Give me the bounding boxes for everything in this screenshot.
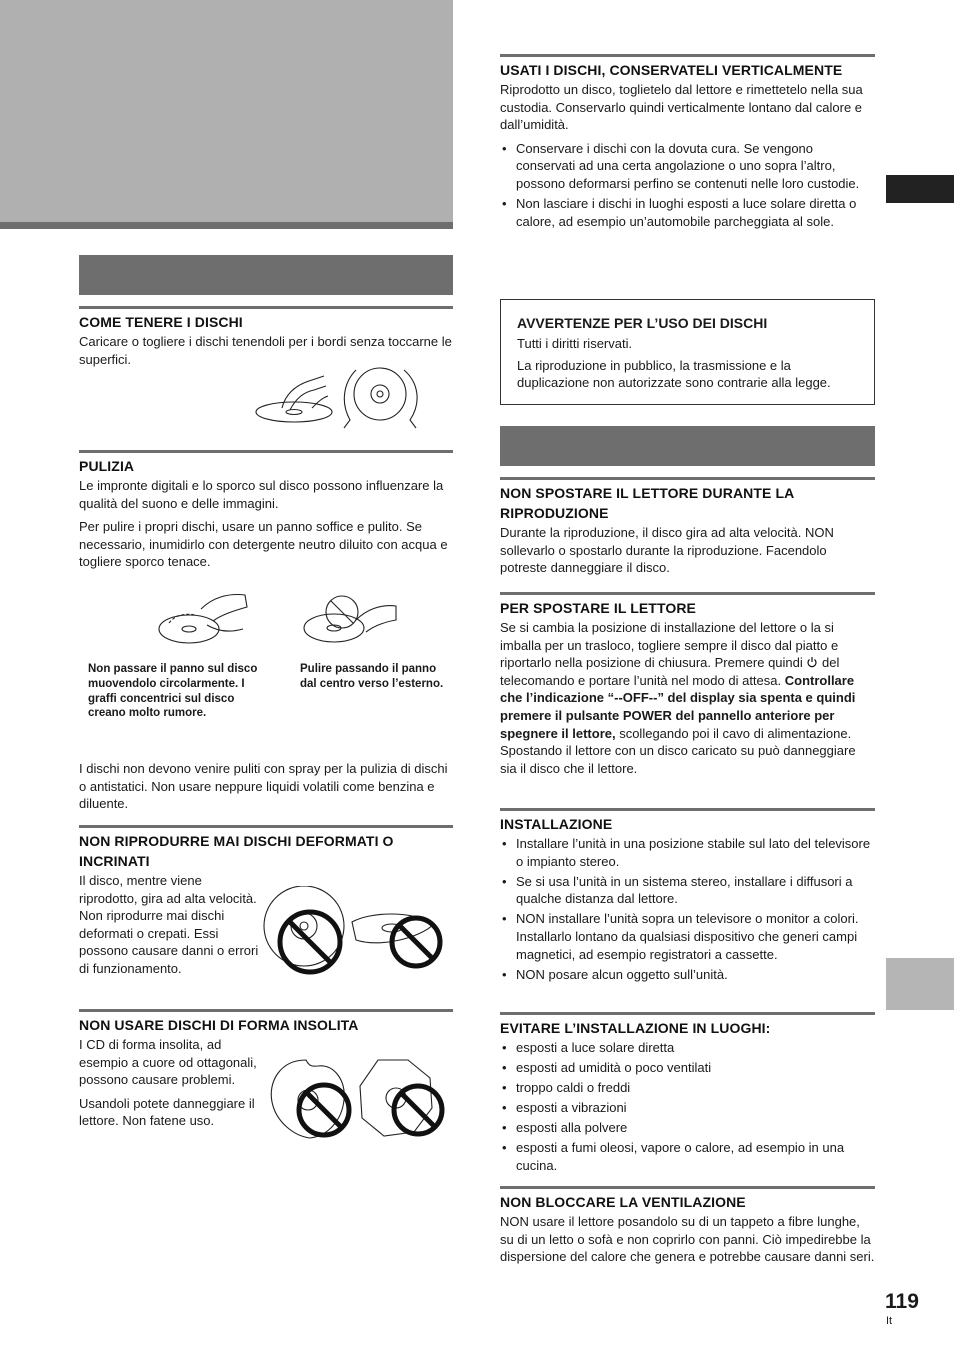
notice-text: Tutti i diritti riservati. (517, 336, 633, 351)
header-gray-block (0, 0, 453, 222)
section-handling (79, 306, 453, 368)
list-item: • NON installare l’unità sopra un televisore o monitor a colori. Installarlo lontano da qualsiasi dispositivo che generi campi magnetici, ad esempio registratori a cassette. (500, 910, 875, 963)
caption-wrong-cleaning: Non passare il panno sul disco muovendolo circolarmente. I graffi concentrici sul disco creano molto rumore. (88, 663, 258, 720)
caption-correct-cleaning: Pulire passando il panno dal centro verso l’esterno. (300, 663, 444, 690)
notice-box (500, 299, 875, 405)
section-title: NON BLOCCARE LA VENTILAZIONE (500, 1194, 746, 1210)
list-item: • esposti alla polvere (500, 1119, 875, 1137)
header-gray-rule (0, 222, 453, 229)
section-title: INSTALLAZIONE (500, 816, 613, 832)
holding-disc-illustration (252, 362, 438, 430)
section-text: NON usare il lettore posandolo su di un tappeto a fibre lunghe, su di un letto o sofà e non coprirlo con panni. Ciò impedirebbe la dispersione del calore che genera e potrebbe causare danni seri. (500, 1214, 875, 1265)
text-bold: Controllare che l’indicazione “--OFF--” del display sia spenta e quindi premere il pulsante POWER del pannello anteriore per spegnere il lettore, (500, 672, 856, 741)
section-title: NON RIPRODURRE MAI DISCHI DEFORMATI O INCRINATI (79, 833, 394, 869)
section-moving-player (500, 592, 875, 777)
power-icon (806, 656, 818, 668)
text-part: Se si cambia la posizione di installazione del lettore o la si imballa per un trasloco, togliere sempre il disco dal piatto e riportarlo nella posizione di chiusura. Premere quindi (500, 620, 839, 671)
section-title: PER SPOSTARE IL LETTORE (500, 600, 696, 616)
list-item: • Conservare i dischi con la dovuta cura. Se vengono conservati ad una certa angolazione o uno sopra l’altro, possono deformarsi perfino se contenuti nelle loro custodie. (500, 140, 875, 193)
section-store-vertical (500, 54, 875, 233)
section-text: Il disco, mentre viene riprodotto, gira ad alta velocità. Non riprodurre mai dischi deformati o crepati. Essi possono causare danni o errori di funzionamento. (79, 873, 259, 976)
section-text: Riprodotto un disco, toglietelo dal lettore e rimettetelo nella sua custodia. Conservarlo quindi verticalmente lontano dal calore e dall’umidità. (500, 82, 863, 133)
section-title: COME TENERE I DISCHI (79, 314, 243, 330)
section-title: NON SPOSTARE IL LETTORE DURANTE LA RIPRODUZIONE (500, 485, 794, 521)
page-language: It (886, 1315, 893, 1327)
notice-text: La riproduzione in pubblico, la trasmissione e la duplicazione non autorizzate sono contrarie alla legge. (517, 357, 831, 391)
odd-shape-disc-illustration (266, 1056, 448, 1142)
page-number: 119 (885, 1290, 919, 1313)
bullet-list (500, 140, 875, 230)
list-item: • Installare l’unità in una posizione stabile sul lato del televisore o impianto stereo. (500, 835, 875, 870)
section-title: NON USARE DISCHI DI FORMA INSOLITA (79, 1017, 359, 1033)
section-text (500, 619, 875, 777)
text-part: scollegando poi il cavo di alimentazione. Spostando il lettore con un disco caricato su può danneggiare sia il disco che il lettore. (500, 725, 856, 776)
wrong-cleaning-illustration (155, 585, 251, 655)
section-title: PULIZIA (79, 458, 135, 474)
list-item: • esposti a vibrazioni (500, 1099, 875, 1117)
section-text: Usandoli potete danneggiare il lettore. Non fatene uso. (79, 1095, 255, 1129)
list-item: • Se si usa l’unità in un sistema stereo, installare i diffusori a qualche distanza dal lettore. (500, 873, 875, 908)
section-text: Caricare o togliere i dischi tenendoli per i bordi senza toccarne le superfici. (79, 334, 452, 367)
section-ventilation (500, 1186, 875, 1266)
section-title: USATI I DISCHI, CONSERVATELI VERTICALMENTE (500, 62, 843, 78)
section-text: Durante la riproduzione, il disco gira ad alta velocità. NON sollevarlo o spostarlo durante la riproduzione. Facendolo potreste danneggiare il disco. (500, 525, 834, 576)
list-item: • troppo caldi o freddi (500, 1079, 875, 1097)
text-part: del telecomando e portare l’unità nel modo di attesa. (500, 655, 840, 688)
notice-title: AVVERTENZE PER L’USO DEI DISCHI (517, 315, 768, 331)
section-text: I CD di forma insolita, ad esempio a cuore od ottagonali, possono causare problemi. (79, 1037, 257, 1088)
section-installation (500, 808, 875, 986)
section-cleaning (79, 450, 453, 571)
cleaning-warning-text: I dischi non devono venire puliti con spray per la pulizia di dischi o antistatici. Non usare neppure liquidi volatili come benzina e diluente. (79, 761, 448, 812)
section-text: Per pulire i propri dischi, usare un panno soffice e pulito. Se necessario, inumidirlo con detergente neutro diluito con acqua e togliere sporco tenace. (79, 519, 448, 570)
section-text: Le impronte digitali e lo sporco sul disco possono influenzare la qualità del suono e delle immagini. (79, 478, 444, 511)
correct-cleaning-illustration (300, 590, 400, 650)
section-bar-right (500, 426, 875, 466)
list-item: • esposti a fumi oleosi, vapore o calore, ad esempio in una cucina. (500, 1139, 875, 1174)
section-bar-left (79, 255, 453, 295)
chapter-tab-marker (886, 958, 954, 1010)
list-item: • NON posare alcun oggetto sull’unità. (500, 966, 875, 984)
list-item: • esposti ad umidità o poco ventilati (500, 1059, 875, 1077)
section-no-move-playback (500, 477, 875, 577)
deformed-disc-illustration (260, 886, 446, 976)
section-title: EVITARE L’INSTALLAZIONE IN LUOGHI: (500, 1020, 771, 1036)
list-item: • esposti a luce solare diretta (500, 1039, 875, 1057)
list-item: • Non lasciare i dischi in luoghi esposti a luce solare diretta o calore, ad esempio un’automobile parcheggiata al sole. (500, 195, 875, 230)
bullet-list (500, 835, 875, 983)
section-avoid-locations (500, 1012, 875, 1177)
language-tab-marker (886, 175, 954, 203)
bullet-list (500, 1039, 875, 1175)
